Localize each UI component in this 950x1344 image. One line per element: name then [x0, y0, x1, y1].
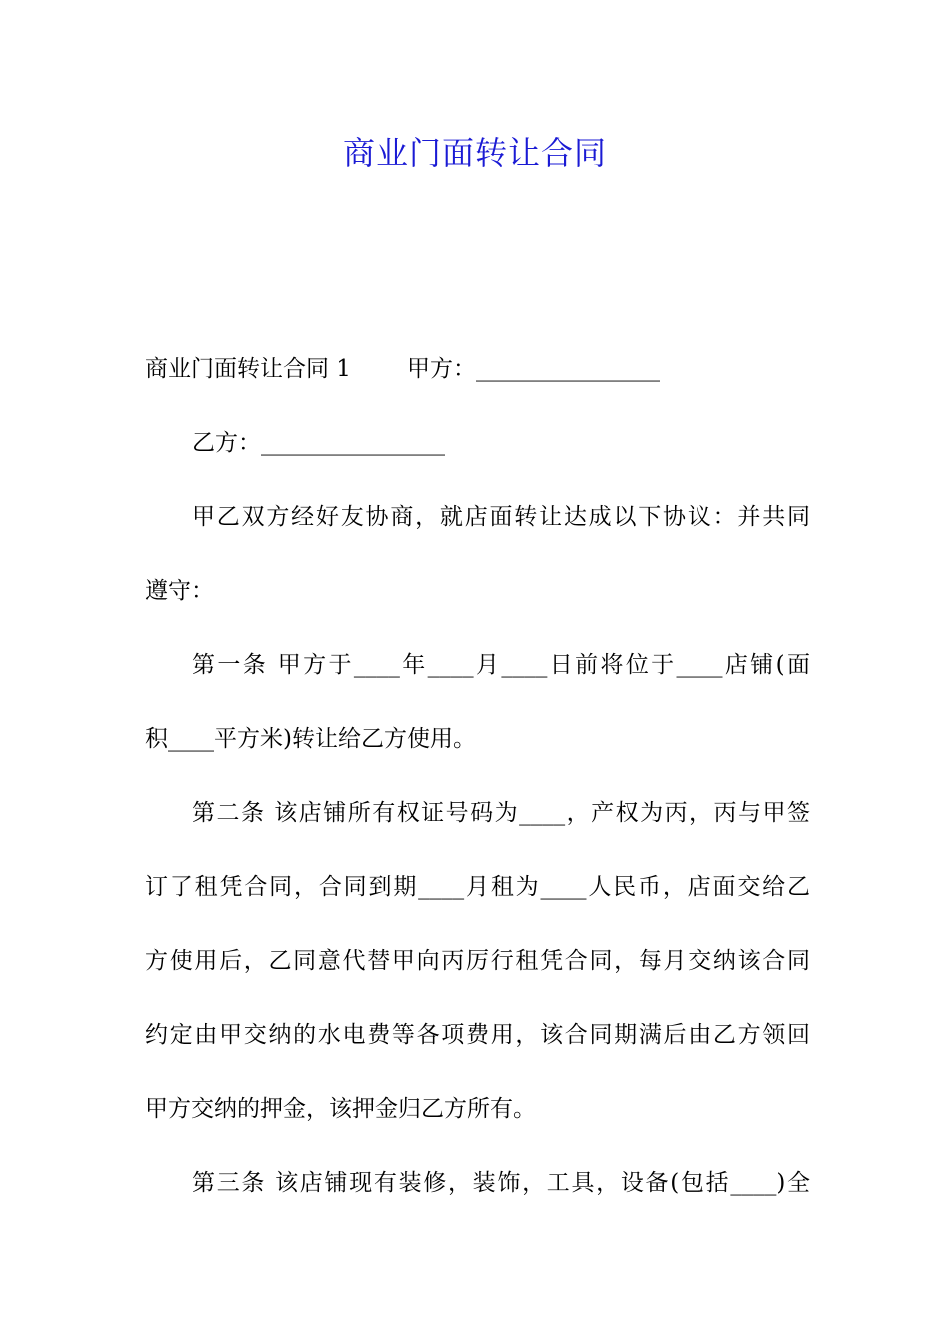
article-3-line-1: 第三条 该店铺现有装修，装饰，工具，设备(包括____)全: [192, 1170, 810, 1196]
line-heading-party-a: [145, 332, 810, 406]
contract-subtitle: 商业门面转让合同 1: [145, 356, 351, 382]
document-title: 商业门面转让合同: [342, 134, 607, 172]
article-2-line-4: 约定由甲交纳的水电费等各项费用，该合同期满后由乙方领回: [145, 1022, 810, 1048]
article-1-line-1: 第一条 甲方于____年____月____日前将位于____店铺(面: [192, 652, 810, 678]
article-2-line-1: 第二条 该店铺所有权证号码为____，产权为丙，丙与甲签: [192, 800, 810, 826]
article-2-line-3: 方使用后，乙同意代替甲向丙厉行租凭合同，每月交纳该合同: [145, 948, 810, 974]
document-body: [145, 332, 810, 1220]
party-b-field: 乙方：________________: [192, 430, 445, 456]
paragraph-intro-line-2: 遵守：: [145, 578, 214, 604]
party-a-field: 甲方：________________: [406, 356, 660, 382]
article-2-line-2: 订了租凭合同，合同到期____月租为____人民币，店面交给乙: [145, 874, 810, 900]
article-2-line-5: 甲方交纳的押金，该押金归乙方所有。: [145, 1096, 536, 1122]
paragraph-intro-line-1: 甲乙双方经好友协商，就店面转让达成以下协议：并共同: [192, 504, 810, 530]
article-1-line-2: 积____平方米)转让给乙方使用。: [145, 726, 476, 752]
